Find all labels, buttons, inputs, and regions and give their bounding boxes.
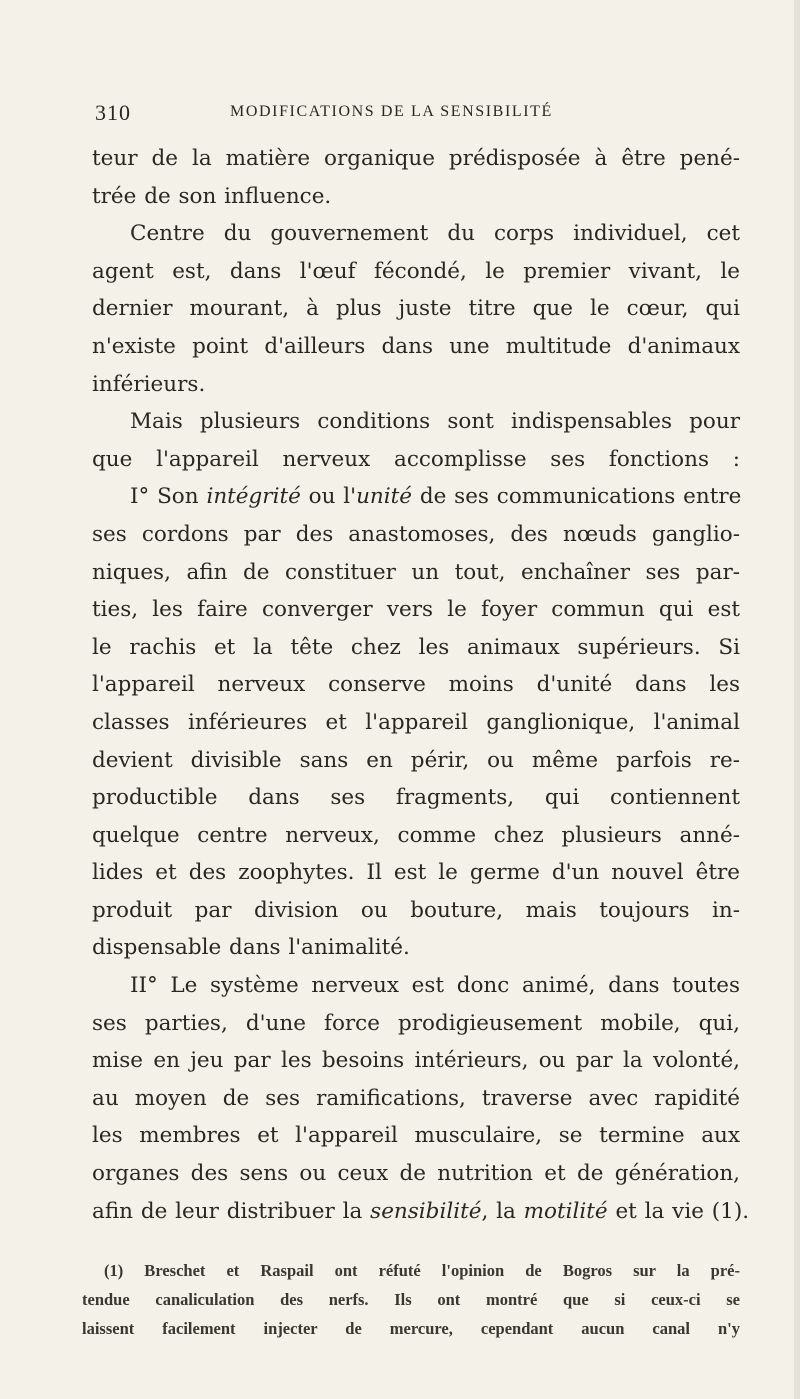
italic-term: unité (356, 484, 412, 510)
text-line: ses cordons par des anastomoses, des nœuds ganglio- (92, 521, 740, 547)
text-line: produit par division ou bouture, mais toujours in- (92, 897, 740, 923)
text-line: lides et des zoophytes. Il est le germe d'un nouvel être (92, 860, 740, 886)
body-text (92, 140, 750, 1230)
text-line: classes inférieures et l'appareil ganglionique, l'animal (92, 709, 740, 735)
italic-term: sensibilité (370, 1198, 482, 1224)
text-line: productible dans ses fragments, qui contiennent (92, 785, 740, 811)
text-line: teur de la matière organique prédisposée à être pené- (92, 146, 740, 171)
text-line: Centre du gouvernement du corps individuel, cet (130, 221, 740, 247)
text-line-italic-terms (92, 1193, 750, 1231)
text-segment: et la vie (1). (607, 1198, 750, 1224)
italic-term: motilité (523, 1198, 608, 1224)
text-line: l'appareil nerveux conserve moins d'unité dans les (92, 672, 740, 698)
text-segment: afin de leur distribuer la (92, 1198, 371, 1224)
text-line: ties, les faire converger vers le foyer commun qui est (92, 597, 740, 623)
footnote-line: tendue canaliculation des nerfs. Ils ont montré que si ceux-ci se (82, 1290, 740, 1309)
text-line: agent est, dans l'œuf fécondé, le premier vivant, le (92, 258, 740, 284)
footnote-line: (1) Breschet et Raspail ont réfuté l'opinion de Bogros sur la pré- (104, 1261, 740, 1280)
text-segment: , la (481, 1198, 524, 1224)
text-line: dispensable dans l'animalité. (92, 935, 410, 961)
page-number: 310 (95, 100, 131, 125)
text-line: II° Le système nerveux est donc animé, dans toutes (130, 973, 740, 999)
text-segment: I° Son (130, 484, 207, 510)
text-line: que l'appareil nerveux accomplisse ses fonctions : (92, 446, 740, 472)
text-line: inférieurs. (92, 371, 206, 397)
text-line: ses parties, d'une force prodigieusement mobile, qui, (92, 1010, 740, 1036)
running-title: MODIFICATIONS DE LA SENSIBILITÉ (230, 103, 553, 120)
text-line: quelque centre nerveux, comme chez plusieurs anné- (92, 822, 740, 848)
italic-term: intégrité (206, 484, 301, 510)
text-line: au moyen de ses ramifications, traverse avec rapidité (92, 1085, 740, 1111)
text-line: organes des sens ou ceux de nutrition et de génération, (92, 1161, 740, 1187)
footnote-line: laissent facilement injecter de mercure, cependant aucun canal n'y (82, 1319, 740, 1338)
text-line: devient divisible sans en périr, ou même parfois re- (92, 747, 740, 773)
text-line: n'existe point d'ailleurs dans une multitude d'animaux (92, 333, 740, 359)
page-edge-shadow (794, 0, 800, 1399)
page-header (95, 100, 735, 130)
text-line: trée de son influence. (92, 183, 332, 209)
text-line: niques, afin de constituer un tout, enchaîner ses par- (92, 559, 740, 585)
text-line: Mais plusieurs conditions sont indispensables pour (130, 409, 740, 435)
text-line: les membres et l'appareil musculaire, se termine aux (92, 1123, 740, 1149)
text-line: dernier mourant, à plus juste titre que le cœur, qui (92, 296, 740, 322)
text-line: le rachis et la tête chez les animaux supérieurs. Si (92, 634, 740, 660)
text-line-italic-terms (92, 478, 740, 516)
footnote (82, 1256, 740, 1343)
text-segment: ou l' (300, 484, 357, 510)
text-segment: de ses communications entre (412, 484, 742, 510)
text-line: mise en jeu par les besoins intérieurs, ou par la volonté, (92, 1048, 740, 1074)
